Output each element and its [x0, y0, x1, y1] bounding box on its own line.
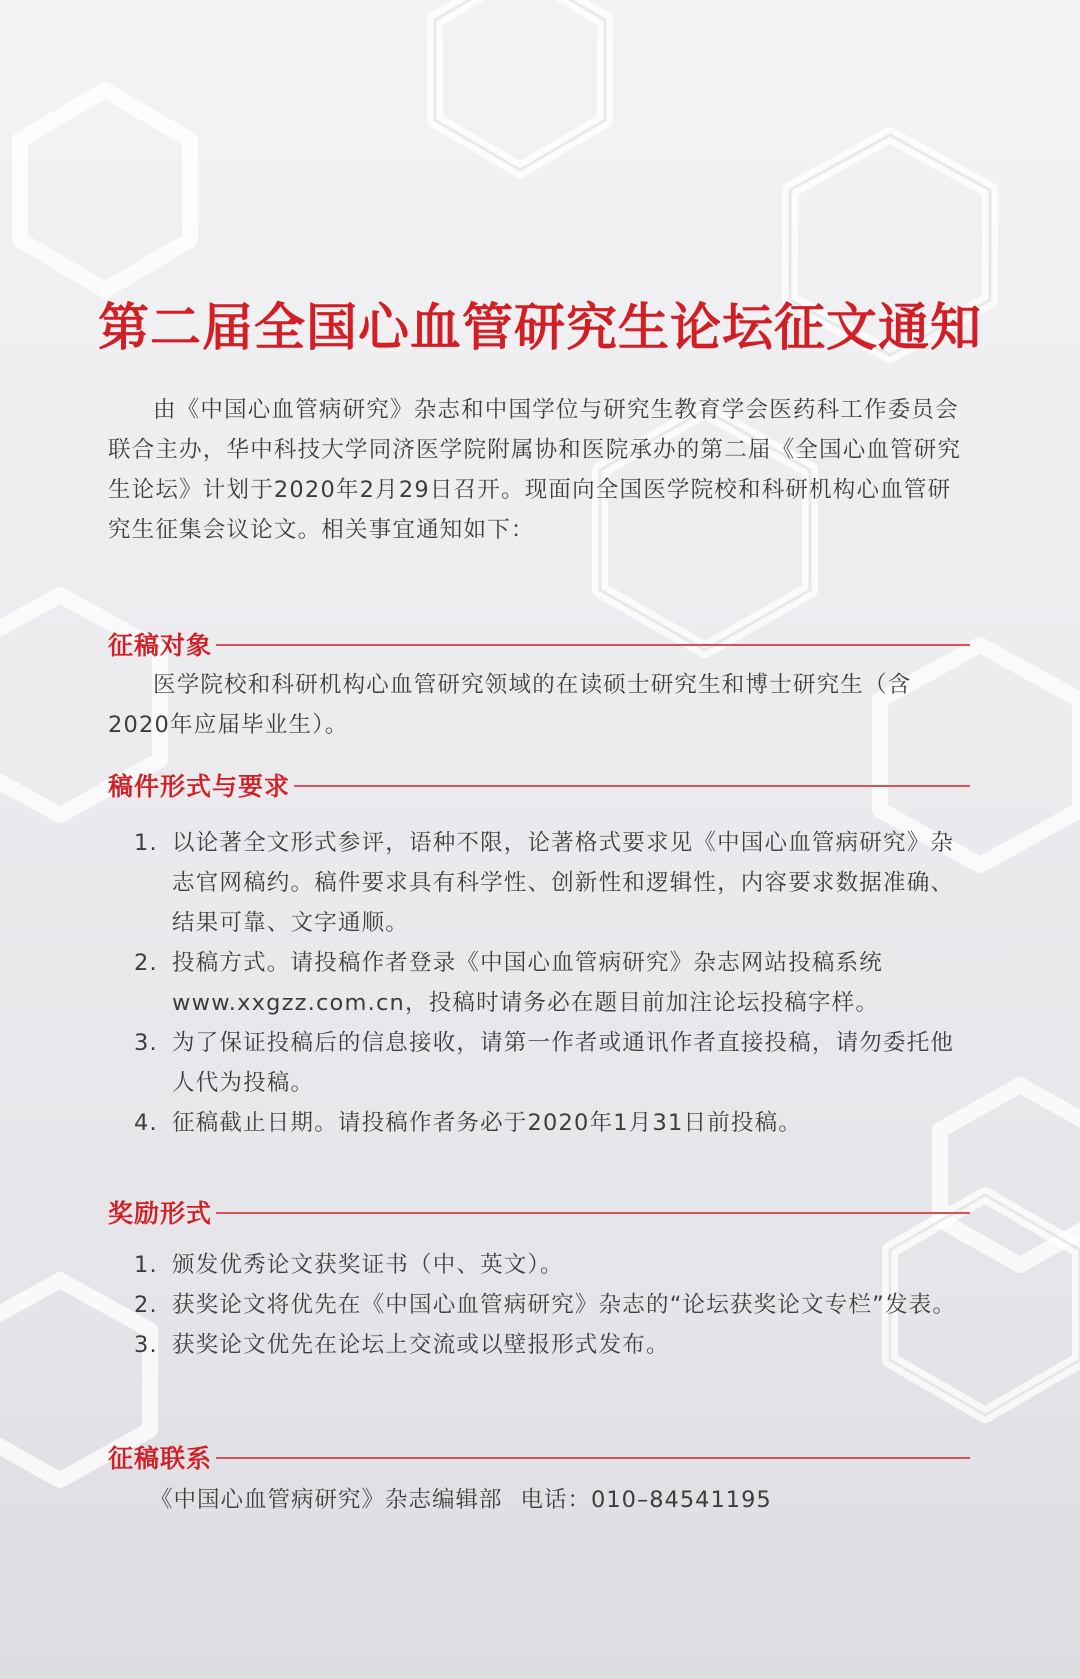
target-paragraph: 医学院校和科研机构心血管研究领域的在读硕士研究生和博士研究生（含2020年应届毕业生）。	[108, 672, 912, 738]
list-item-number: 2.	[134, 950, 158, 976]
section-heading-contact	[108, 1440, 970, 1474]
contact-department: 《中国心血管病研究》杂志编辑部	[150, 1487, 503, 1513]
section-divider	[294, 785, 970, 787]
list-item	[108, 943, 970, 1023]
list-item	[108, 823, 970, 943]
section-heading-requirements	[108, 768, 970, 802]
section-heading-awards	[108, 1195, 970, 1229]
section-title-target: 征稿对象	[108, 631, 213, 660]
list-item	[108, 1023, 970, 1103]
section-title-contact: 征稿联系	[108, 1444, 213, 1473]
list-item-text: 投稿方式。请投稿作者登录《中国心血管病研究》杂志网站投稿系统www.xxgzz.com.cn，投稿时请务必在题目前加注论坛投稿字样。	[172, 950, 884, 1016]
list-item	[108, 1285, 970, 1325]
list-item-text: 获奖论文优先在论坛上交流或以壁报形式发布。	[172, 1332, 670, 1358]
contact-phone: 电话：010–84541195	[520, 1487, 772, 1513]
list-item-number: 2.	[134, 1292, 158, 1318]
list-item-number: 1.	[134, 830, 158, 856]
awards-list	[108, 1245, 970, 1365]
intro-paragraph: 由《中国心血管病研究》杂志和中国学位与研究生教育学会医药科工作委员会联合主办，华中科技大学同济医学院附属协和医院承办的第二届《全国心血管研究生论坛》计划于2020年2月29日召开。现面向全国医学院校和科研机构心血管研究生征集会议论文。相关事宜通知如下：	[108, 397, 962, 543]
section-title-requirements: 稿件形式与要求	[108, 772, 291, 801]
list-item-number: 3.	[134, 1030, 158, 1056]
contact-line	[150, 1480, 772, 1520]
list-item-text: 为了保证投稿后的信息接收，请第一作者或通讯作者直接投稿，请勿委托他人代为投稿。	[172, 1030, 955, 1096]
list-item-number: 4.	[134, 1110, 158, 1136]
section-divider	[216, 644, 970, 646]
section-divider	[216, 1457, 970, 1459]
list-item-number: 1.	[134, 1252, 158, 1278]
list-item-text: 获奖论文将优先在《中国心血管病研究》杂志的“论坛获奖论文专栏”发表。	[172, 1292, 957, 1318]
list-item-text: 以论著全文形式参评，语种不限，论著格式要求见《中国心血管病研究》杂志官网稿约。稿件要求具有科学性、创新性和逻辑性，内容要求数据准确、结果可靠、文字通顺。	[172, 830, 955, 936]
list-item	[108, 1325, 970, 1365]
section-title-awards: 奖励形式	[108, 1199, 213, 1228]
requirements-list	[108, 823, 970, 1143]
page-title: 第二届全国心血管研究生论坛征文通知	[97, 298, 982, 358]
list-item-number: 3.	[134, 1332, 158, 1358]
section-divider	[216, 1212, 970, 1214]
section-heading-target	[108, 627, 970, 661]
list-item	[108, 1245, 970, 1285]
list-item	[108, 1103, 970, 1143]
list-item-text: 颁发优秀论文获奖证书（中、英文）。	[172, 1252, 564, 1278]
list-item-text: 征稿截止日期。请投稿作者务必于2020年1月31日前投稿。	[172, 1110, 803, 1136]
